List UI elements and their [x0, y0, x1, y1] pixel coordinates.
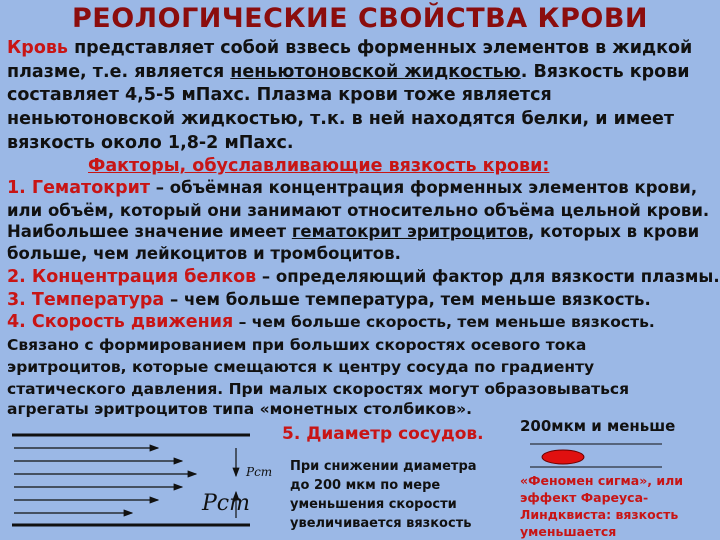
term-blood: Кровь — [7, 38, 68, 58]
factor-2-text: – определяющий фактор для вязкости плазмы. — [256, 267, 720, 286]
speed-note-line-2: эритроцитов, которые смещаются к центру сосуда по градиенту — [7, 358, 595, 376]
factor-1-line-4: больше, чем лейкоцитов и тромбоцитов. — [7, 244, 401, 263]
term-non-newtonian: неньютоновской жидкостью — [230, 62, 521, 82]
factor-5-text-line: до 200 мкм по мере — [290, 478, 441, 493]
sigma-line: «Феномен сигма», или — [520, 473, 684, 488]
factor-5-text-line: увеличивается вязкость — [290, 516, 472, 531]
pressure-label-small: Pст — [246, 465, 273, 479]
speed-note-line-3: статического давления. При малых скоростях могут образовываться — [7, 380, 630, 398]
sigma-line: уменьшается — [520, 524, 617, 539]
sigma-line: Линдквиста: вязкость — [520, 507, 679, 522]
intro-text: . Вязкость крови — [520, 62, 690, 82]
intro-line-4: неньютоновской жидкостью, т.к. в ней находятся белки, и имеет — [7, 109, 675, 129]
factor-3-text: – чем больше температура, тем меньше вязкость. — [164, 290, 651, 309]
factor-1-line-2: или объём, который они занимают относительно объёма цельной крови. — [7, 201, 710, 220]
factor-2-title: 2. Концентрация белков — [7, 267, 257, 287]
factor-1-text: , которых в крови — [528, 222, 700, 241]
factor-1-text: Наибольшее значение имеет — [7, 222, 292, 241]
factor-5-title: 5. Диаметр сосудов. — [282, 424, 484, 444]
factor-5-text-line: При снижении диаметра — [290, 459, 477, 474]
factor-3-title: 3. Температура — [7, 290, 165, 310]
page-title: РЕОЛОГИЧЕСКИЕ СВОЙСТВА КРОВИ — [72, 3, 648, 34]
factor-1-text: – объёмная концентрация форменных элементов крови, — [150, 178, 698, 197]
factor-4-text: – чем больше скорость, тем меньше вязкость. — [233, 313, 655, 331]
intro-text: представляет собой взвесь форменных элементов в жидкой — [68, 38, 693, 58]
factor-4-title: 4. Скорость движения — [7, 312, 234, 332]
sigma-line: эффект Фареуса- — [520, 490, 649, 505]
intro-line-5: вязкость около 1,8-2 мПахс. — [7, 133, 294, 153]
term-hematocrit: гематокрит эритроцитов — [291, 222, 529, 241]
factors-heading: Факторы, обуславливающие вязкость крови: — [88, 156, 550, 176]
pressure-label-large: Pст — [202, 491, 250, 516]
intro-line-3: составляет 4,5-5 мПахс. Плазма крови тоже является — [7, 85, 552, 105]
intro-text: плазме, т.е. является — [7, 62, 231, 82]
speed-note-line-4: агрегаты эритроцитов типа «монетных столбиков». — [7, 400, 472, 418]
erythrocyte-icon — [542, 450, 584, 464]
factor-5-text-line: уменьшения скорости — [290, 497, 457, 512]
factor-1-title: 1. Гематокрит — [7, 178, 151, 198]
speed-note-line-1: Связано с формированием при больших скоростях осевого тока — [7, 336, 587, 354]
vessel-size-label: 200мкм и меньше — [520, 417, 676, 435]
